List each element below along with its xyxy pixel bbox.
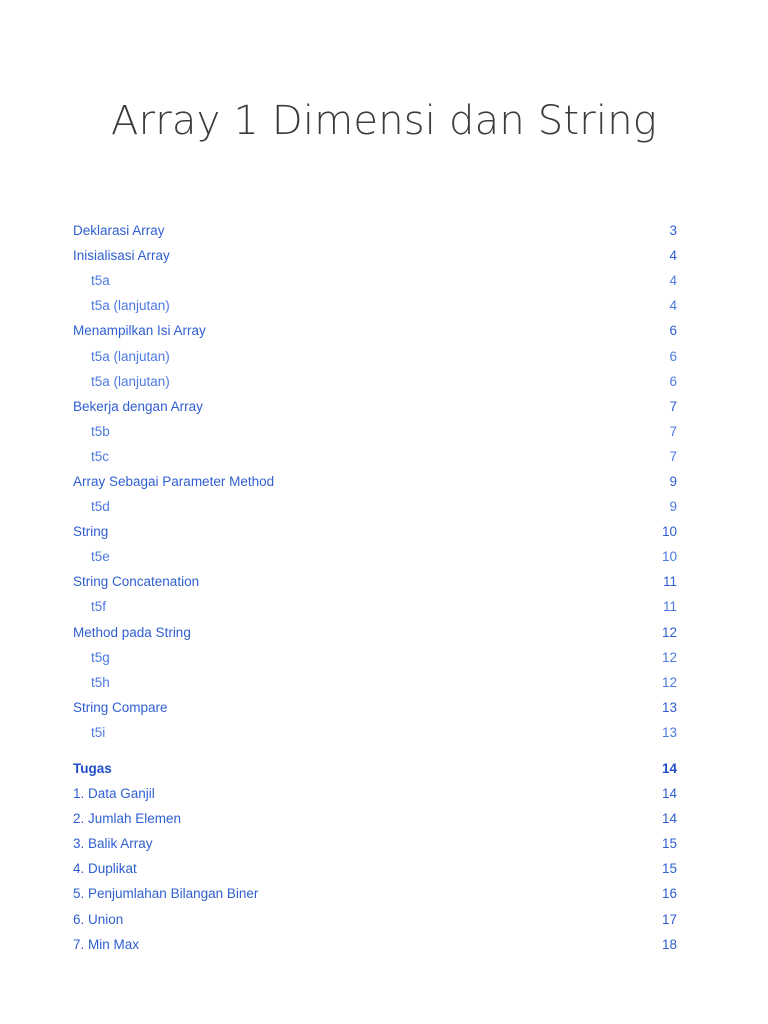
toc-entry-label: Array Sebagai Parameter Method [73,473,275,489]
toc-entry[interactable] [73,469,677,494]
toc-page-number: 16 [661,886,677,902]
toc-entry[interactable] [73,806,677,831]
toc-page-number: 18 [661,936,677,952]
toc-page-number: 3 [669,223,677,239]
toc-entry-label: Deklarasi Array [73,223,165,239]
toc-page-number: 14 [661,786,677,802]
toc-entry[interactable] [73,243,677,268]
toc-entry[interactable] [73,569,677,594]
toc-page-number: 12 [661,674,677,690]
toc-page-number: 10 [661,524,677,540]
toc-entry-label: t5a (lanjutan) [91,348,170,364]
toc-subentry[interactable] [73,494,677,519]
toc-page-number: 7 [669,423,677,439]
toc-entry[interactable] [73,620,677,645]
toc-entry[interactable] [73,218,677,243]
toc-page-number: 10 [661,549,677,565]
toc-page-number: 9 [669,499,677,515]
toc-entry-label: 1. Data Ganjil [73,786,155,802]
toc-page-number: 11 [662,574,677,590]
toc-entry-label: t5i [91,724,106,740]
toc-page-number: 13 [661,724,677,740]
toc-entry[interactable] [73,781,677,806]
toc-page-number: 12 [661,624,677,640]
toc-entry-label: t5f [91,599,107,615]
toc-page-number: 15 [661,861,677,877]
toc-entry[interactable] [73,831,677,856]
toc-entry[interactable] [73,932,677,957]
toc-entry-label: 4. Duplikat [73,861,137,877]
toc-entry[interactable] [73,695,677,720]
toc-entry-label: t5h [91,674,110,690]
table-of-contents [73,218,677,957]
toc-entry-label: Method pada String [73,624,191,640]
toc-entry[interactable] [73,907,677,932]
toc-subentry[interactable] [73,369,677,394]
toc-entry-label: Menampilkan Isi Array [73,323,206,339]
toc-entry-label: t5e [91,549,110,565]
toc-page-number: 15 [661,836,677,852]
toc-subentry[interactable] [73,544,677,569]
toc-subentry[interactable] [73,444,677,469]
toc-entry-label: t5g [91,649,110,665]
toc-page-number: 12 [661,649,677,665]
toc-page-number: 13 [661,699,677,715]
toc-entry-label: Bekerja dengan Array [73,398,203,414]
toc-page-number: 9 [669,473,677,489]
toc-page-number: 11 [662,599,677,615]
toc-entry[interactable] [73,856,677,881]
toc-entry-label: t5d [91,499,110,515]
toc-entry[interactable] [73,394,677,419]
toc-subentry[interactable] [73,645,677,670]
toc-subentry[interactable] [73,268,677,293]
toc-subentry[interactable] [73,720,677,745]
toc-entry-label: t5b [91,423,110,439]
toc-entry-label: t5a [91,273,110,289]
toc-entry[interactable] [73,881,677,906]
toc-page-number: 14 [661,761,677,777]
toc-entry[interactable] [73,318,677,343]
toc-page-number: 4 [669,273,677,289]
toc-subentry[interactable] [73,293,677,318]
page-title: Array 1 Dimensi dan String [111,98,657,144]
toc-entry-label: t5c [91,448,110,464]
toc-entry-label: t5a (lanjutan) [91,373,170,389]
toc-entry-label: Inisialisasi Array [73,248,170,264]
toc-entry-label: String Compare [73,699,168,715]
toc-page-number: 6 [669,373,677,389]
toc-page-number: 14 [661,811,677,827]
toc-entry-label: 7. Min Max [73,936,140,952]
toc-entry-label: 6. Union [73,911,124,927]
toc-section-heading[interactable] [73,756,677,781]
toc-entry-label: Tugas [73,761,112,777]
toc-entry-label: 2. Jumlah Elemen [73,811,182,827]
toc-subentry[interactable] [73,419,677,444]
toc-entry-label: 3. Balik Array [73,836,153,852]
toc-subentry[interactable] [73,670,677,695]
toc-entry-label: t5a (lanjutan) [91,298,170,314]
toc-page-number: 7 [669,398,677,414]
toc-page-number: 17 [661,911,677,927]
toc-entry[interactable] [73,519,677,544]
toc-entry-label: String [73,524,109,540]
toc-page-number: 6 [669,348,677,364]
toc-page-number: 4 [669,298,677,314]
toc-page-number: 7 [669,448,677,464]
toc-entry-label: 5. Penjumlahan Bilangan Biner [73,886,259,902]
toc-page-number: 6 [669,323,677,339]
toc-subentry[interactable] [73,343,677,368]
toc-entry-label: String Concatenation [73,574,200,590]
toc-subentry[interactable] [73,594,677,619]
toc-page-number: 4 [669,248,677,264]
